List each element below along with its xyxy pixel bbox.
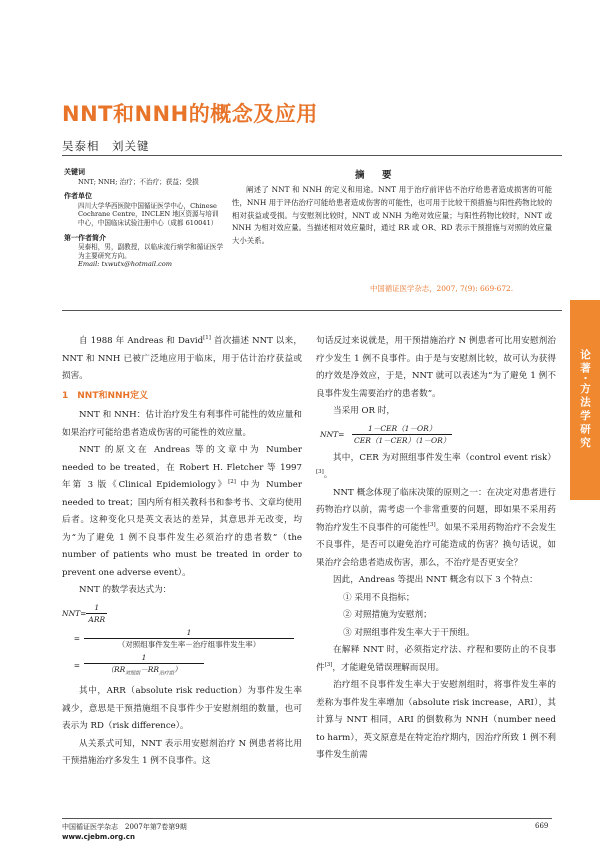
paragraph-text: ，才能避免错误理解而误用。 bbox=[332, 662, 445, 673]
body-left-column bbox=[62, 333, 302, 771]
author-email[interactable]: Email: txwutx@hotmail.com bbox=[78, 260, 173, 269]
footer-journal bbox=[62, 822, 187, 842]
paragraph-text: 。 bbox=[323, 470, 333, 480]
section-heading: 1 NNT和NNH定义 bbox=[62, 390, 149, 401]
top-divider bbox=[62, 155, 562, 156]
abstract-divider bbox=[62, 310, 562, 311]
list-item: ③ 对照组事件发生率大于干预组。 bbox=[343, 627, 475, 638]
paragraph bbox=[316, 485, 556, 573]
paragraph: 因此，Andreas 等提出 NNT 概念有以下 3 个特点： bbox=[333, 575, 538, 585]
body-right-column bbox=[316, 333, 556, 765]
paragraph-text: 在解释 NNT 时，必须指定疗法、疗程和要防止的不良事件 bbox=[316, 645, 556, 673]
paragraph-text: NNT 概念体现了临床决策的原则之一：在决定对患者进行药物治疗以前，需考虑一个非常重要的问题，即如果不采用药物治疗发生不良事件的可能性 bbox=[316, 487, 556, 533]
footer-divider bbox=[62, 818, 552, 819]
citation-ref[interactable]: [3] bbox=[316, 469, 324, 476]
unit-heading: 作者单位 bbox=[64, 192, 92, 201]
list-item: ① 采用不良指标； bbox=[343, 592, 415, 603]
formula-lhs: NNT= bbox=[62, 608, 87, 618]
formula-fraction: $\frac{1}{(RR_{对照组}-RR_{治疗组})}$ bbox=[84, 652, 204, 680]
paragraph: 从关系式可知，NNT 表示用安慰剂治疗 N 例患者将比用干预措施治疗多发生 1 例不良事件。这 bbox=[62, 738, 302, 766]
article-title: NNT和NNH的概念及应用 bbox=[62, 102, 318, 126]
abstract-heading: 摘 要 bbox=[355, 170, 396, 181]
author-text: 吴泰相，男，副教授，以临床流行病学和循证医学为主要研究方向。 bbox=[78, 243, 224, 260]
citation-ref[interactable]: [3] bbox=[324, 661, 333, 668]
paragraph: 治疗组不良事件发生率大于安慰剂组时，将事件发生率的差称为事件发生率增加（absolute risk increase，ARI），其计算与 NNT 相同，ARI 的倒数称为 NNH（number need to harm），英文原意是在特定治疗期内，因治疗所致 1 例不利事件发生前需 bbox=[316, 680, 556, 760]
nnt-or-formula bbox=[316, 423, 556, 446]
footer-journal-name: 中国循证医学杂志 2007年第7卷第9期 bbox=[62, 823, 187, 831]
paragraph bbox=[62, 333, 302, 386]
citation-ref[interactable]: [1] bbox=[203, 335, 211, 342]
paragraph-text: 。如果不采用药物治疗不会发生不良事件，是否可以避免治疗可能造成的伤害？换句话说，如果治疗会给患者造成伤害，那么，不治疗是否更安全？ bbox=[316, 522, 556, 568]
paragraph-text: NNT 的原文在 Andreas 等的文章中为 Number needed to be treated，在 Robert H. Fletcher 等 1997 年第 3 版《Clinical Epidemiology》 bbox=[62, 445, 302, 490]
paragraph-text: 首次描述 NNT 以来，NNT 和 NNH 已被广泛地应用于临床，用于估计治疗获益或损害。 bbox=[62, 336, 303, 381]
keywords-heading: 关键词 bbox=[64, 168, 85, 176]
list-item: ② 对照措施为安慰剂； bbox=[343, 610, 432, 620]
formula-fraction: $\frac{1}{\text{（对照组事件发生率－治疗组事件发生率）}}$ bbox=[84, 627, 294, 650]
paragraph-text: 其中，CER 为对照组事件发生率（control event risk） bbox=[333, 452, 556, 463]
author-heading: 第一作者简介 bbox=[64, 233, 106, 242]
abstract-body: 阐述了 NNT 和 NNH 的定义和用途。NNT 用于治疗前评估不治疗给患者造成损害的可能性，NNH 用于评估治疗可能给患者造成伤害的可能性，也可用于比较干预措施与阳性药物比较的相对获益或受损。与安慰剂比较时，NNT 或 NNH 为绝对效应量；与阳性药物比较时，NNT 或 NNH 为相对效应量。当描述相对效应量时，通过 RR 或 OR、RD 表示干预措施与对照的效应量大小关系。 bbox=[232, 185, 552, 246]
paragraph: 其中，ARR（absolute risk reduction）为事件发生率减少，意思是干预措施组不良事件少于安慰剂组的数量，也可表示为 RD（risk difference）。 bbox=[62, 686, 302, 731]
citation-ref[interactable]: [3] bbox=[427, 521, 436, 528]
paragraph: NNT 的数学表达式为： bbox=[79, 585, 172, 595]
paragraph bbox=[316, 642, 556, 677]
paragraph bbox=[62, 442, 302, 582]
formula-lhs: NNT= bbox=[320, 429, 345, 439]
paragraph bbox=[316, 450, 556, 485]
citation-ref[interactable]: [2] bbox=[228, 479, 236, 486]
section-side-tab: 论著·方法学研究 bbox=[570, 300, 600, 500]
abstract-citation: 中国循证医学杂志，2007, 7(9): 669-672. bbox=[370, 284, 514, 293]
formula-fraction: $\frac{\text{1－CER（1－OR）}}{\text{CER（1－CER）（1－OR）}}$ bbox=[354, 423, 451, 445]
article-authors: 吴泰相 刘关键 bbox=[62, 139, 150, 153]
footer-url[interactable]: www.cjebm.org.cn bbox=[62, 833, 135, 841]
paragraph-text: 中为 Number needed to treat；国内所有相关教科书和参考书、文章均使用后者。这种变化只是英文表达的差异，其意思并无改变，均为“为了避免 1 例不良事件发生必须治疗的患者数”（the number of patients who must be treated in order to prevent one adverse event）。 bbox=[62, 480, 302, 578]
paragraph: 当采用 OR 时， bbox=[333, 406, 395, 416]
unit-text: 四川大学华西医院中国循证医学中心，Chinese Cochrane Centre，INCLEN 地区资源与培训中心，中国临床试验注册中心（成都 610041） bbox=[78, 201, 219, 227]
nnt-formula: NNT= $\frac{1}{\text{ARR}}$ = $\frac{1}{\text{（对照组事件发生率－治疗组事件发生率）}}$ = $\frac{1}{(RR_{对照组}-RR_{治疗组})}$ bbox=[62, 602, 302, 680]
article-meta bbox=[64, 168, 224, 275]
paragraph: 句话反过来说就是，用干预措施治疗 N 例患者可比用安慰剂治疗少发生 1 例不良事件。由于是与安慰剂比较，故可认为获得的疗效是净效应，于是，NNT 就可以表述为“为了避免 1 例不良事件发生需要治疗的患者数”。 bbox=[316, 336, 556, 399]
paragraph-text: 自 1988 年 Andreas 和 David bbox=[79, 336, 204, 346]
formula-fraction: $\frac{1}{\text{ARR}}$ bbox=[88, 602, 106, 624]
keywords-text: NNT; NNH; 治疗；不治疗；获益；受损 bbox=[78, 177, 199, 186]
page-number: 669 bbox=[535, 822, 549, 830]
paragraph: NNT 和 NNH：估计治疗发生有利事件可能性的效应量和如果治疗可能给患者造成伤害的可能性的效应量。 bbox=[62, 410, 302, 438]
